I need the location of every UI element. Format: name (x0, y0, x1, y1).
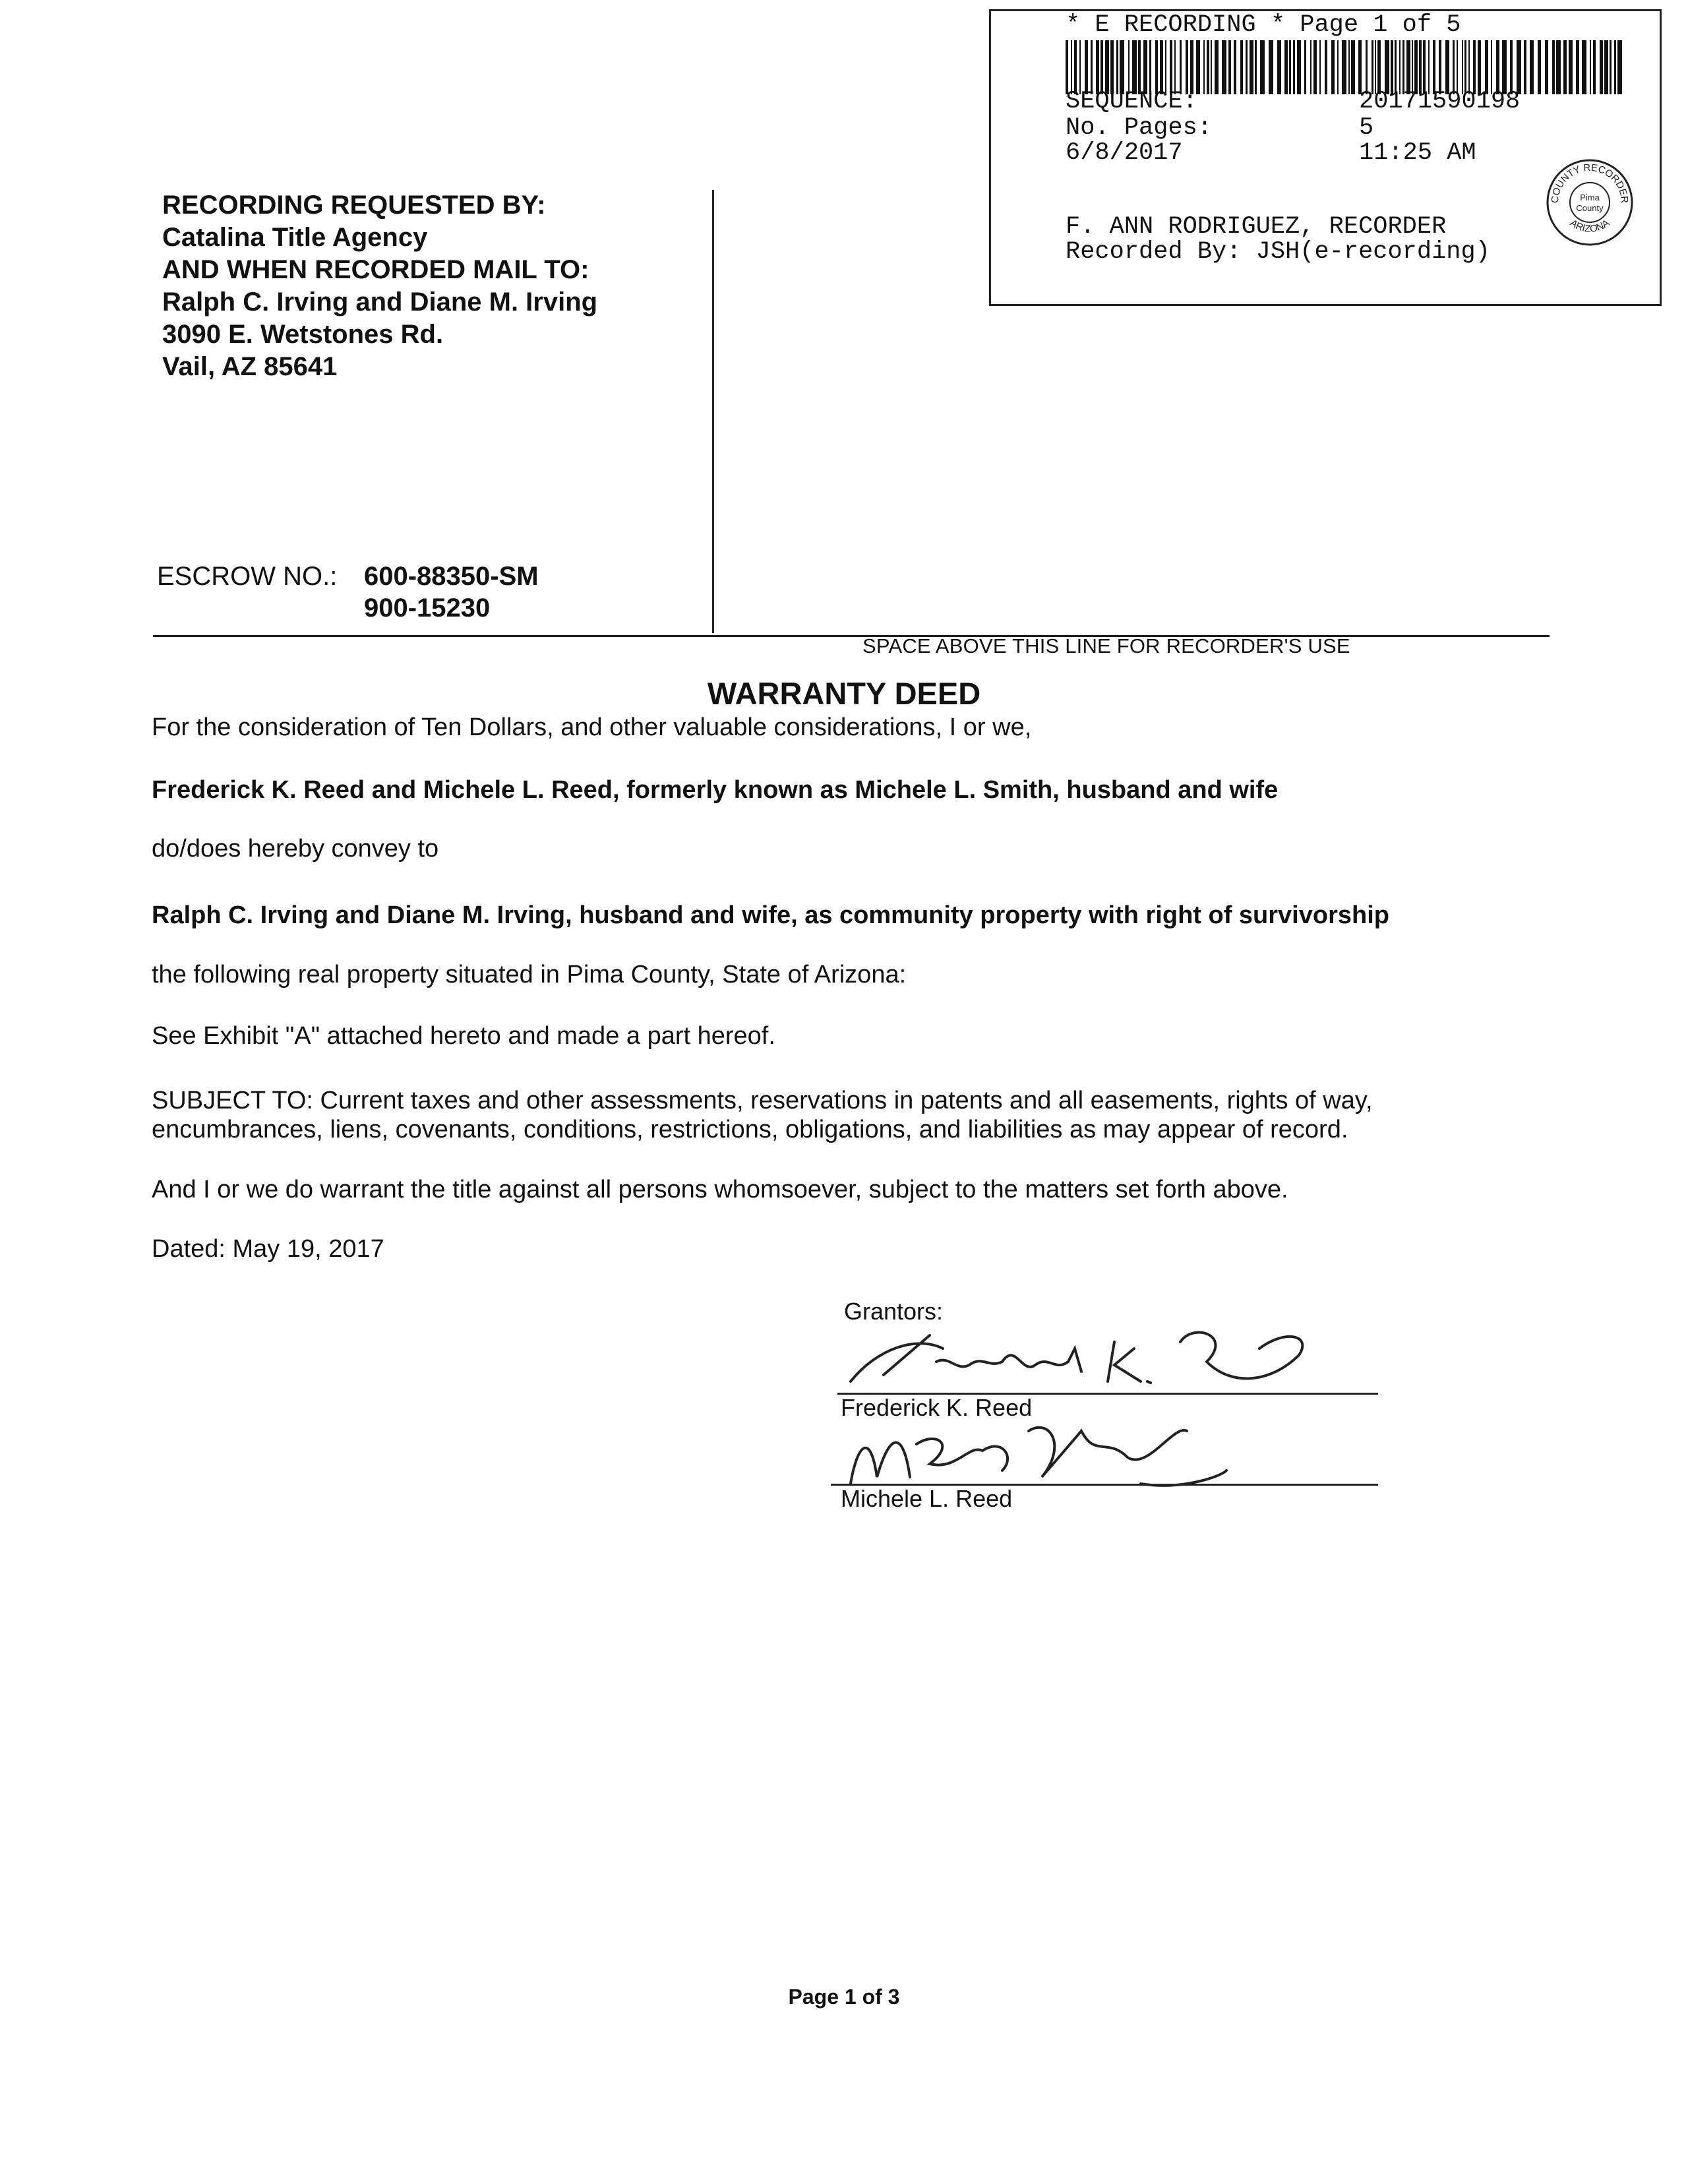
escrow-label: ESCROW NO.: (157, 562, 338, 591)
record-date: 6/8/2017 (1066, 139, 1183, 167)
seal-text-bottom: ARIZONA (1567, 217, 1612, 235)
mail-to-name: Ralph C. Irving and Diane M. Irving (162, 288, 598, 317)
seal-text-center-2: County (1576, 203, 1604, 213)
header-divider-vertical (712, 190, 714, 633)
barcode-image (1066, 40, 1623, 94)
signer-2-name: Michele L. Reed (841, 1485, 1013, 1512)
seal-text-top: COUNTY RECORDER (1549, 162, 1631, 204)
convey-text: do/does hereby convey to (152, 835, 439, 863)
requested-by-label: RECORDING REQUESTED BY: (162, 191, 546, 220)
recording-info-block (162, 189, 597, 383)
sequence-value: 20171590198 (1359, 88, 1521, 115)
mail-to-city: Vail, AZ 85641 (162, 352, 338, 381)
pages-value: 5 (1359, 114, 1374, 142)
recorder-use-note: SPACE ABOVE THIS LINE FOR RECORDER'S USE (862, 634, 1350, 657)
subject-to-line-2: encumbrances, liens, covenants, conditions, restrictions, obligations, and liabilities as may appear of record. (152, 1116, 1348, 1143)
county-seal-icon (1544, 156, 1636, 249)
signer-1-name: Frederick K. Reed (841, 1394, 1033, 1421)
stamp-header: * E RECORDING * Page 1 of 5 (1066, 11, 1461, 39)
dated-text: Dated: May 19, 2017 (152, 1235, 384, 1263)
page-number: Page 1 of 3 (788, 1985, 900, 2009)
property-text: the following real property situated in Pima County, State of Arizona: (152, 961, 907, 988)
seal-text-center-1: Pima (1580, 193, 1600, 202)
sequence-label: SEQUENCE: (1066, 88, 1197, 115)
warrant-text: And I or we do warrant the title against all persons whomsoever, subject to the matters set forth above. (152, 1176, 1288, 1203)
grantors-label: Grantors: (844, 1298, 944, 1325)
exhibit-text: See Exhibit "A" attached hereto and made a part hereof. (152, 1022, 775, 1050)
requested-by-value: Catalina Title Agency (162, 223, 428, 252)
grantors-text: Frederick K. Reed and Michele L. Reed, formerly known as Michele L. Smith, husband and wife (152, 776, 1279, 804)
mail-to-label: AND WHEN RECORDED MAIL TO: (162, 255, 589, 284)
escrow-number-1: 600-88350-SM (364, 562, 539, 591)
pages-label: No. Pages: (1066, 114, 1213, 142)
document-title: WARRANTY DEED (707, 676, 981, 711)
mail-to-street: 3090 E. Wetstones Rd. (162, 320, 444, 349)
signature-2-image (831, 1405, 1266, 1497)
recorder-stamp (989, 9, 1662, 306)
recorder-name: F. ANN RODRIGUEZ, RECORDER (1066, 213, 1447, 241)
subject-to-line-1: SUBJECT TO: Current taxes and other assessments, reservations in patents and all easements, rights of way, (152, 1087, 1373, 1114)
recorded-by: Recorded By: JSH(e-recording) (1066, 238, 1490, 266)
grantees-text: Ralph C. Irving and Diane M. Irving, husband and wife, as community property with right of survivorship (152, 901, 1389, 929)
record-time: 11:25 AM (1359, 139, 1476, 167)
escrow-number-2: 900-15230 (364, 593, 491, 622)
consideration-text: For the consideration of Ten Dollars, and other valuable considerations, I or we, (152, 713, 1032, 741)
